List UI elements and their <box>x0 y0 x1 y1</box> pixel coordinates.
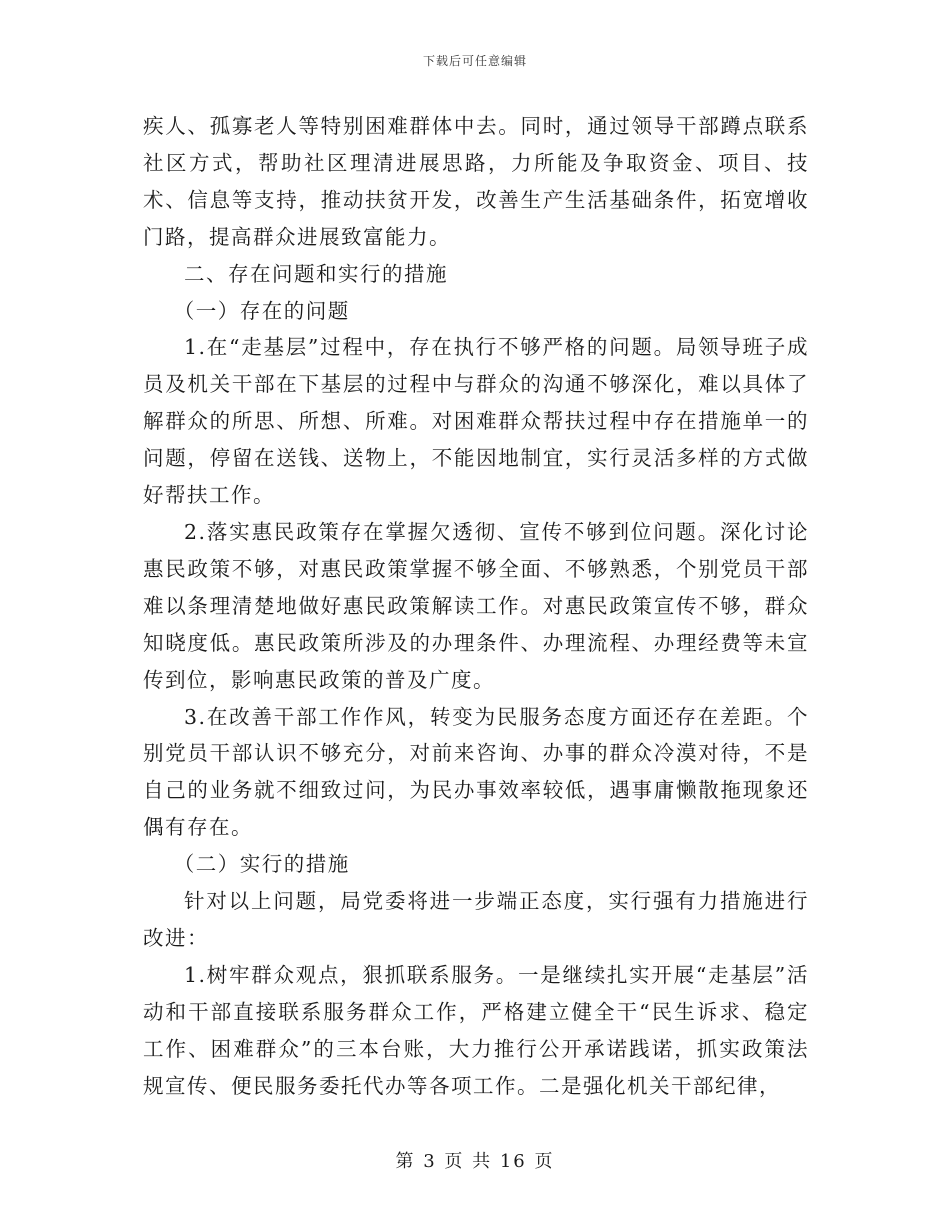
page-number: 第 3 页 共 16 页 <box>395 1151 555 1172</box>
paragraph-problem-2: 2.落实惠民政策存在掌握欠透彻、宣传不够到位问题。深化讨论惠民政策不够，对惠民政策掌握不够全面、不够熟悉，个别党员干部难以条理清楚地做好惠民政策解读工作。对惠民政策宣传不够，群众知晓度低。惠民政策所涉及的办理条件、办理流程、办理经费等未宣传到位，影响惠民政策的普及广度。 <box>143 519 809 692</box>
paragraph-continuation: 疾人、孤寡老人等特别困难群体中去。同时，通过领导干部蹲点联系社区方式，帮助社区理清进展思路，力所能及争取资金、项目、技术、信息等支持，推动扶贫开发，改善生产生活基础条件，拓宽增收门路，提高群众进展致富能力。 <box>143 114 809 249</box>
paragraph-problem-3: 3.在改善干部工作作风，转变为民服务态度方面还存在差距。个别党员干部认识不够充分，对前来咨询、办事的群众冷漠对待，不是自己的业务就不细致过问，为民办事效率较低，遇事庸懒散拖现象还偶有存在。 <box>143 704 809 840</box>
section-heading: 二、存在问题和实行的措施 <box>184 261 448 286</box>
paragraph-measures-intro: 针对以上问题，局党委将进一步端正态度，实行强有力措施进行改进： <box>143 889 809 950</box>
document-body <box>143 108 809 1104</box>
subsection-heading-measures: （二）实行的措施 <box>173 852 350 877</box>
header-note: 下载后可任意编辑 <box>422 54 527 68</box>
paragraph-problem-1: 1.在“走基层”过程中，存在执行不够严格的问题。局领导班子成员及机关干部在下基层的过程中与群众的沟通不够深化，难以具体了解群众的所思、所想、所难。对困难群众帮扶过程中存在措施单一的问题，停留在送钱、送物上，不能因地制宜，实行灵活多样的方式做好帮扶工作。 <box>143 335 809 508</box>
subsection-heading-problems: （一）存在的问题 <box>173 298 350 323</box>
paragraph-measure-1: 1.树牢群众观点，狠抓联系服务。一是继续扎实开展“走基层”活动和干部直接联系服务群众工作，严格建立健全干“民生诉求、稳定工作、困难群众”的三本台账，大力推行公开承诺践诺，抓实政策法规宣传、便民服务委托代办等各项工作。二是强化机关干部纪律， <box>143 962 809 1098</box>
